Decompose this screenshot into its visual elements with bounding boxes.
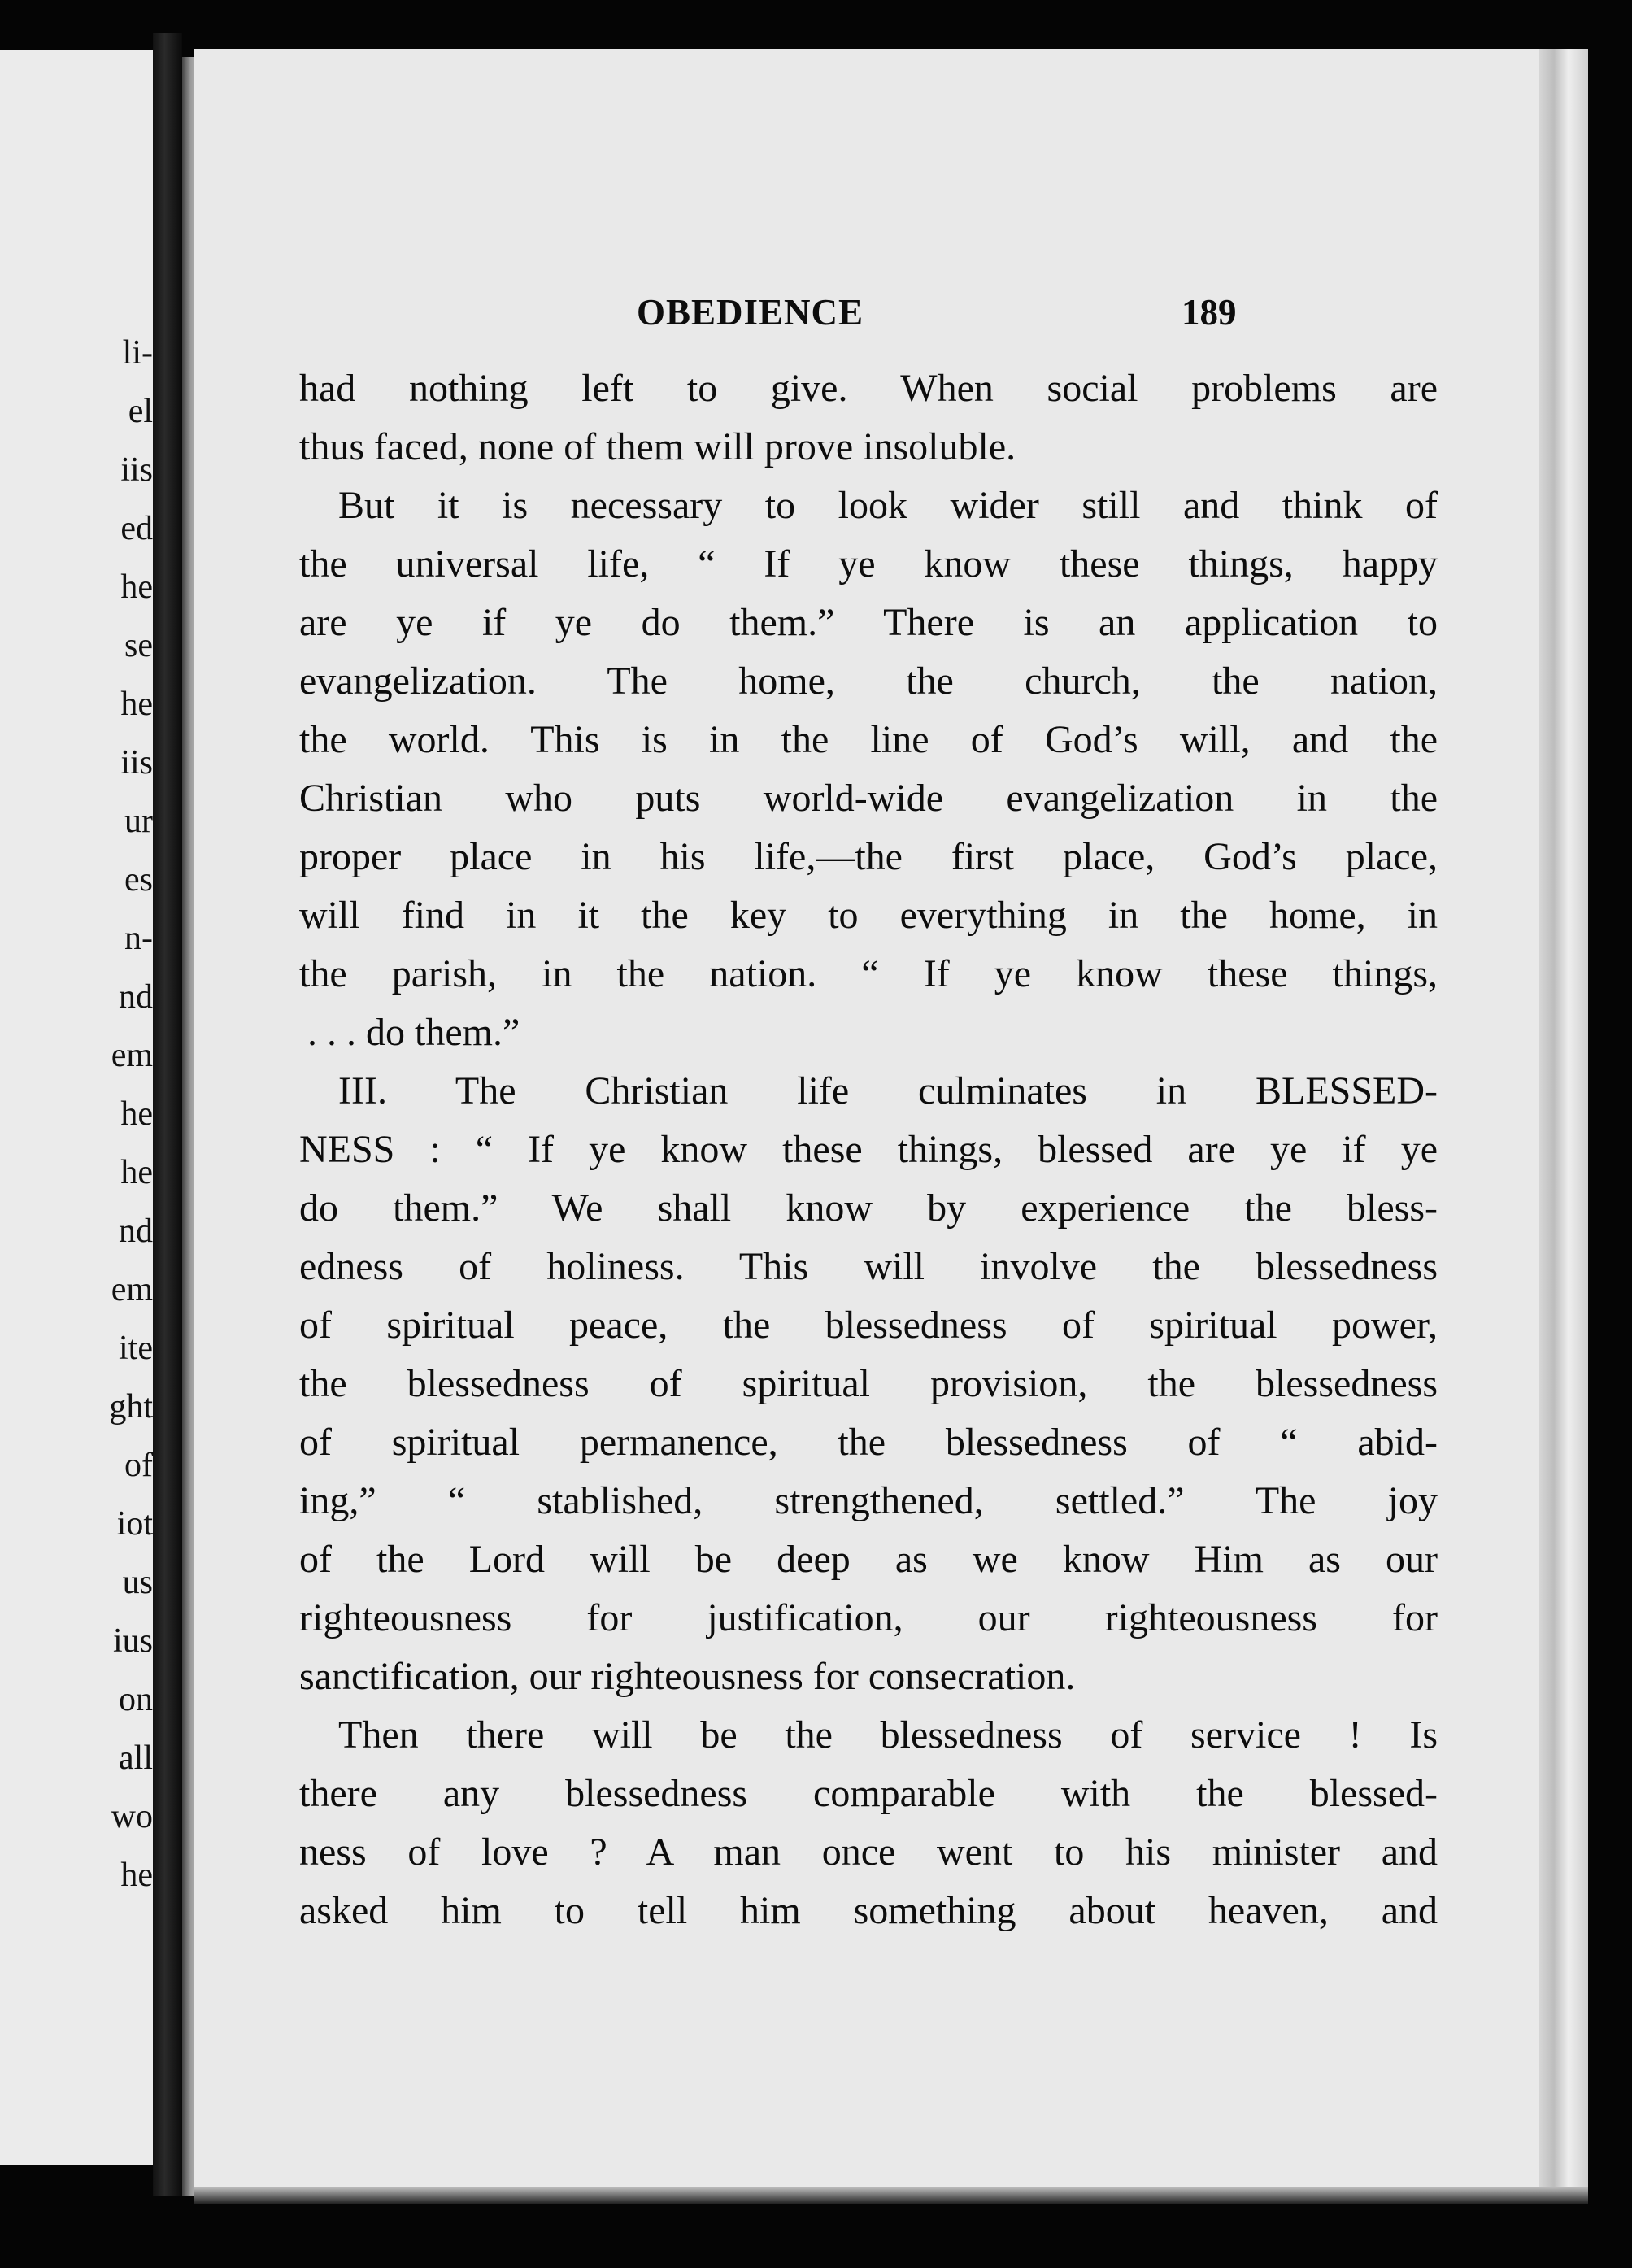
previous-page-fragment: wo bbox=[111, 1798, 153, 1835]
previous-page-fragment: li- bbox=[122, 334, 153, 372]
text-line: the world. This is in the line of God’s will, and the bbox=[299, 718, 1438, 761]
previous-page-fragment: nd bbox=[119, 978, 153, 1016]
previous-page-fragment: se bbox=[124, 627, 153, 664]
text-line: the universal life, “ If ye know these things, happy bbox=[299, 542, 1438, 586]
text-line: the parish, in the nation. “ If ye know these things, bbox=[299, 952, 1438, 995]
text-line: of spiritual peace, the blessedness of spiritual power, bbox=[299, 1304, 1438, 1347]
running-head bbox=[194, 291, 1539, 340]
previous-page-fragment: he bbox=[120, 1857, 153, 1894]
previous-page-fragment: iot bbox=[116, 1505, 153, 1543]
text-line: of the Lord will be deep as we know Him as our bbox=[299, 1538, 1438, 1581]
text-line: But it is necessary to look wider still and think of bbox=[338, 484, 1438, 527]
text-line: will find in it the key to everything in the home, in bbox=[299, 894, 1438, 937]
previous-page-fragment: all bbox=[119, 1739, 153, 1777]
book-gutter bbox=[153, 33, 182, 2196]
text-line: asked him to tell him something about heaven, and bbox=[299, 1889, 1438, 1932]
page-bottom-edge bbox=[194, 2187, 1588, 2204]
text-line: thus faced, none of them will prove insoluble. bbox=[299, 425, 1016, 468]
page-number: 189 bbox=[1182, 292, 1237, 333]
page-right-edge bbox=[1539, 49, 1588, 2187]
text-line: righteousness for justification, our righteousness for bbox=[299, 1596, 1438, 1639]
previous-page-fragment: em bbox=[111, 1271, 153, 1308]
text-line: III. The Christian life culminates in BLESSED- bbox=[338, 1069, 1438, 1112]
text-line: Then there will be the blessedness of service ! Is bbox=[338, 1713, 1438, 1757]
previous-page-fragment: on bbox=[119, 1681, 153, 1718]
text-line: there any blessedness comparable with the blessed- bbox=[299, 1772, 1438, 1815]
previous-page-fragment: nd bbox=[119, 1212, 153, 1250]
previous-page-fragment: he bbox=[120, 1154, 153, 1191]
previous-page-fragment: iis bbox=[120, 744, 153, 781]
text-line: . . . do them.” bbox=[307, 1011, 520, 1054]
previous-page-fragment: em bbox=[111, 1037, 153, 1074]
text-line: ness of love ? A man once went to his minister and bbox=[299, 1831, 1438, 1874]
text-line: are ye if ye do them.” There is an application to bbox=[299, 601, 1438, 644]
text-line: the blessedness of spiritual provision, the blessedness bbox=[299, 1362, 1438, 1405]
previous-page-fragment: us bbox=[122, 1564, 153, 1601]
text-line: proper place in his life,—the first place, God’s place, bbox=[299, 835, 1438, 878]
previous-page-fragment: ght bbox=[109, 1388, 153, 1426]
text-line: edness of holiness. This will involve the blessedness bbox=[299, 1245, 1438, 1288]
previous-page-fragment: ed bbox=[120, 510, 153, 547]
previous-page-fragment: he bbox=[120, 568, 153, 606]
previous-page-fragment: he bbox=[120, 1095, 153, 1133]
previous-page-edge bbox=[0, 50, 153, 2165]
text-line: had nothing left to give. When social problems are bbox=[299, 367, 1438, 410]
previous-page-fragment: n- bbox=[124, 920, 153, 957]
text-line: sanctification, our righteousness for consecration. bbox=[299, 1655, 1076, 1698]
running-title: OBEDIENCE bbox=[637, 292, 864, 333]
book-page bbox=[194, 49, 1539, 2187]
previous-page-fragment: ur bbox=[124, 803, 153, 840]
previous-page-fragment: ite bbox=[119, 1330, 153, 1367]
previous-page-fragment: iis bbox=[120, 451, 153, 489]
previous-page-fragment: ius bbox=[112, 1622, 153, 1660]
text-line: evangelization. The home, the church, the nation, bbox=[299, 660, 1438, 703]
text-line: do them.” We shall know by experience the bless- bbox=[299, 1186, 1438, 1230]
previous-page-fragment: el bbox=[128, 393, 153, 430]
text-line: Christian who puts world-wide evangelization in the bbox=[299, 777, 1438, 820]
text-line: of spiritual permanence, the blessedness of “ abid- bbox=[299, 1421, 1438, 1464]
previous-page-fragment: he bbox=[120, 686, 153, 723]
previous-page-fragment: of bbox=[124, 1447, 153, 1484]
text-line: NESS : “ If ye know these things, blessed are ye if ye bbox=[299, 1128, 1438, 1171]
previous-page-fragment: es bbox=[124, 861, 153, 899]
text-line: ing,” “ stablished, strengthened, settled.” The joy bbox=[299, 1479, 1438, 1522]
